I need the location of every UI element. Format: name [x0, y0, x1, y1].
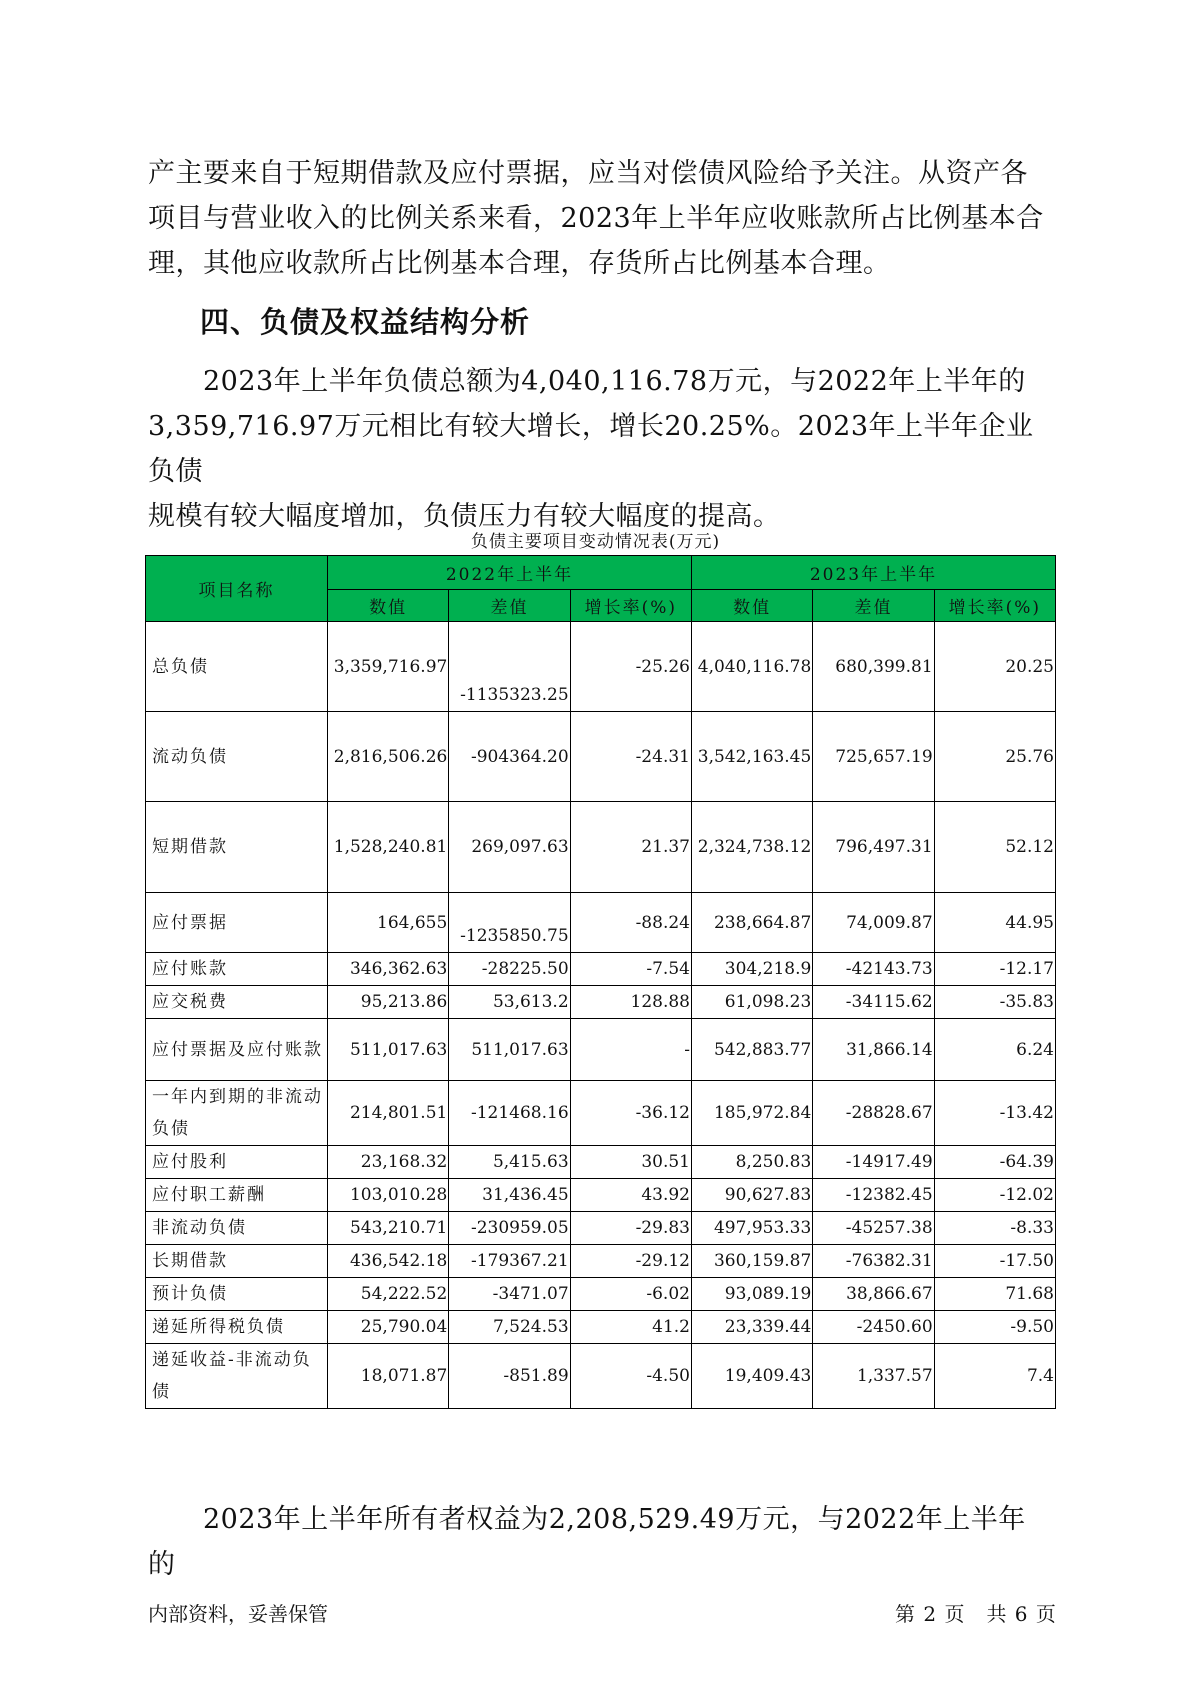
- cell-value-2022: 1,528,240.81: [328, 802, 449, 893]
- cell-rate-2023: -35.83: [934, 986, 1055, 1019]
- table-row: [146, 1081, 1056, 1146]
- cell-value-2023: 360,159.87: [691, 1245, 812, 1278]
- cell-value-2023: 23,339.44: [691, 1311, 812, 1344]
- cell-rate-2022: 41.2: [570, 1311, 691, 1344]
- row-label: 应付股利: [146, 1146, 328, 1179]
- row-label: 流动负债: [146, 712, 328, 802]
- cell-rate-2022: 43.92: [570, 1179, 691, 1212]
- cell-rate-2023: 7.4: [934, 1344, 1055, 1409]
- table-row: [146, 712, 1056, 802]
- cell-value-2023: 542,883.77: [691, 1019, 812, 1081]
- cell-diff-2023: -76382.31: [813, 1245, 934, 1278]
- table-row: [146, 1311, 1056, 1344]
- cell-rate-2022: -6.02: [570, 1278, 691, 1311]
- cell-value-2022: 164,655: [328, 893, 449, 953]
- cell-diff-2023: 680,399.81: [813, 622, 934, 712]
- cell-value-2023: 4,040,116.78: [691, 622, 812, 712]
- table-row: [146, 1019, 1056, 1081]
- cell-rate-2022: -25.26: [570, 622, 691, 712]
- cell-diff-2022: -904364.20: [449, 712, 570, 802]
- row-label: 应付账款: [146, 953, 328, 986]
- table-row: [146, 1344, 1056, 1409]
- cell-diff-2022: 269,097.63: [449, 802, 570, 893]
- cell-value-2022: 25,790.04: [328, 1311, 449, 1344]
- row-label: 一年内到期的非流动负债: [146, 1081, 328, 1146]
- row-label: 短期借款: [146, 802, 328, 893]
- cell-rate-2022: 128.88: [570, 986, 691, 1019]
- cell-value-2022: 436,542.18: [328, 1245, 449, 1278]
- table-row: [146, 1212, 1056, 1245]
- header-value: 数值: [691, 590, 812, 622]
- cell-diff-2023: 796,497.31: [813, 802, 934, 893]
- cell-value-2022: 214,801.51: [328, 1081, 449, 1146]
- cell-diff-2022: -851.89: [449, 1344, 570, 1409]
- cell-rate-2023: -17.50: [934, 1245, 1055, 1278]
- row-label: 长期借款: [146, 1245, 328, 1278]
- table-row: [146, 1146, 1056, 1179]
- cell-value-2022: 95,213.86: [328, 986, 449, 1019]
- header-period-2022: 2022年上半年: [328, 556, 692, 590]
- cell-value-2023: 93,089.19: [691, 1278, 812, 1311]
- cell-value-2023: 238,664.87: [691, 893, 812, 953]
- text-line: 项目与营业收入的比例关系来看，2023年上半年应收账款所占比例基本合: [148, 203, 1044, 234]
- cell-diff-2022: 31,436.45: [449, 1179, 570, 1212]
- section-heading: 四、负债及权益结构分析: [200, 305, 531, 339]
- header-rate: 增长率(%): [934, 590, 1055, 622]
- cell-value-2023: 2,324,738.12: [691, 802, 812, 893]
- row-label: 应付票据及应付账款: [146, 1019, 328, 1081]
- cell-diff-2022: 511,017.63: [449, 1019, 570, 1081]
- header-period-2023: 2023年上半年: [691, 556, 1055, 590]
- cell-rate-2022: -29.83: [570, 1212, 691, 1245]
- table-caption: 负债主要项目变动情况表(万元): [470, 532, 721, 552]
- cell-value-2022: 3,359,716.97: [328, 622, 449, 712]
- cell-rate-2023: -64.39: [934, 1146, 1055, 1179]
- cell-rate-2023: -12.17: [934, 953, 1055, 986]
- cell-rate-2023: 25.76: [934, 712, 1055, 802]
- table-row: [146, 986, 1056, 1019]
- cell-rate-2022: 30.51: [570, 1146, 691, 1179]
- cell-value-2022: 23,168.32: [328, 1146, 449, 1179]
- cell-diff-2022: 5,415.63: [449, 1146, 570, 1179]
- cell-diff-2022: -1235850.75: [449, 893, 570, 953]
- row-label: 应付职工薪酬: [146, 1179, 328, 1212]
- cell-diff-2023: -2450.60: [813, 1311, 934, 1344]
- cell-diff-2022: -230959.05: [449, 1212, 570, 1245]
- cell-diff-2022: -1135323.25: [449, 622, 570, 712]
- cell-diff-2023: -28828.67: [813, 1081, 934, 1146]
- cell-rate-2023: -12.02: [934, 1179, 1055, 1212]
- cell-rate-2023: 20.25: [934, 622, 1055, 712]
- header-diff: 差值: [449, 590, 570, 622]
- cell-value-2022: 543,210.71: [328, 1212, 449, 1245]
- cell-rate-2022: -29.12: [570, 1245, 691, 1278]
- cell-rate-2022: -7.54: [570, 953, 691, 986]
- cell-rate-2022: -88.24: [570, 893, 691, 953]
- cell-rate-2022: -36.12: [570, 1081, 691, 1146]
- row-label: 预计负债: [146, 1278, 328, 1311]
- header-rate: 增长率(%): [570, 590, 691, 622]
- footer-confidential-note: 内部资料，妥善保管: [148, 1602, 328, 1626]
- cell-diff-2023: 1,337.57: [813, 1344, 934, 1409]
- cell-diff-2022: -179367.21: [449, 1245, 570, 1278]
- text-line: 规模有较大幅度增加，负债压力有较大幅度的提高。: [148, 501, 781, 532]
- table-row: [146, 1245, 1056, 1278]
- text-line: 理，其他应收款所占比例基本合理，存货所占比例基本合理。: [148, 248, 891, 279]
- cell-value-2022: 18,071.87: [328, 1344, 449, 1409]
- cell-rate-2023: 6.24: [934, 1019, 1055, 1081]
- cell-diff-2023: -14917.49: [813, 1146, 934, 1179]
- cell-rate-2023: 44.95: [934, 893, 1055, 953]
- row-label: 递延所得税负债: [146, 1311, 328, 1344]
- cell-diff-2023: -45257.38: [813, 1212, 934, 1245]
- row-label: 非流动负债: [146, 1212, 328, 1245]
- header-value: 数值: [328, 590, 449, 622]
- cell-value-2022: 511,017.63: [328, 1019, 449, 1081]
- cell-diff-2023: 31,866.14: [813, 1019, 934, 1081]
- paragraph-asset-summary: [148, 151, 1048, 286]
- cell-value-2023: 61,098.23: [691, 986, 812, 1019]
- row-label: 应付票据: [146, 893, 328, 953]
- table-row: [146, 802, 1056, 893]
- table-row: [146, 953, 1056, 986]
- text-line: 2023年上半年负债总额为4,040,116.78万元，与2022年上半年的: [148, 366, 1026, 397]
- cell-diff-2023: -42143.73: [813, 953, 934, 986]
- cell-rate-2023: -9.50: [934, 1311, 1055, 1344]
- cell-value-2023: 185,972.84: [691, 1081, 812, 1146]
- cell-rate-2022: 21.37: [570, 802, 691, 893]
- text-line: 3,359,716.97万元相比有较大增长，增长20.25%。2023年上半年企业负债: [148, 411, 1034, 487]
- cell-diff-2022: -121468.16: [449, 1081, 570, 1146]
- cell-diff-2022: 7,524.53: [449, 1311, 570, 1344]
- cell-diff-2023: -34115.62: [813, 986, 934, 1019]
- cell-rate-2023: -8.33: [934, 1212, 1055, 1245]
- cell-value-2023: 304,218.9: [691, 953, 812, 986]
- cell-diff-2023: 38,866.67: [813, 1278, 934, 1311]
- cell-diff-2022: -3471.07: [449, 1278, 570, 1311]
- header-item-name: 项目名称: [146, 556, 328, 622]
- cell-rate-2022: -24.31: [570, 712, 691, 802]
- cell-diff-2023: 74,009.87: [813, 893, 934, 953]
- row-label: 应交税费: [146, 986, 328, 1019]
- cell-rate-2022: -4.50: [570, 1344, 691, 1409]
- cell-diff-2022: -28225.50: [449, 953, 570, 986]
- table-row: [146, 1278, 1056, 1311]
- header-diff: 差值: [813, 590, 934, 622]
- table-row: [146, 1179, 1056, 1212]
- row-label: 递延收益-非流动负债: [146, 1344, 328, 1409]
- cell-value-2023: 90,627.83: [691, 1179, 812, 1212]
- cell-value-2022: 2,816,506.26: [328, 712, 449, 802]
- cell-value-2022: 346,362.63: [328, 953, 449, 986]
- paragraph-liability-summary: [148, 359, 1048, 539]
- cell-rate-2023: 71.68: [934, 1278, 1055, 1311]
- cell-value-2023: 19,409.43: [691, 1344, 812, 1409]
- row-label: 总负债: [146, 622, 328, 712]
- table-row: [146, 893, 1056, 953]
- cell-rate-2022: -: [570, 1019, 691, 1081]
- cell-value-2023: 8,250.83: [691, 1146, 812, 1179]
- cell-value-2022: 54,222.52: [328, 1278, 449, 1311]
- page-number: 第 2 页 共 6 页: [895, 1602, 1057, 1626]
- cell-diff-2023: -12382.45: [813, 1179, 934, 1212]
- cell-diff-2022: 53,613.2: [449, 986, 570, 1019]
- table-row: [146, 622, 1056, 712]
- liability-table: [145, 555, 1056, 1409]
- cell-value-2022: 103,010.28: [328, 1179, 449, 1212]
- text-line: 产主要来自于短期借款及应付票据，应当对偿债风险给予关注。从资产各: [148, 158, 1028, 189]
- cell-value-2023: 3,542,163.45: [691, 712, 812, 802]
- paragraph-equity-summary: 2023年上半年所有者权益为2,208,529.49万元，与2022年上半年的: [148, 1504, 1026, 1580]
- cell-value-2023: 497,953.33: [691, 1212, 812, 1245]
- cell-diff-2023: 725,657.19: [813, 712, 934, 802]
- cell-rate-2023: -13.42: [934, 1081, 1055, 1146]
- cell-rate-2023: 52.12: [934, 802, 1055, 893]
